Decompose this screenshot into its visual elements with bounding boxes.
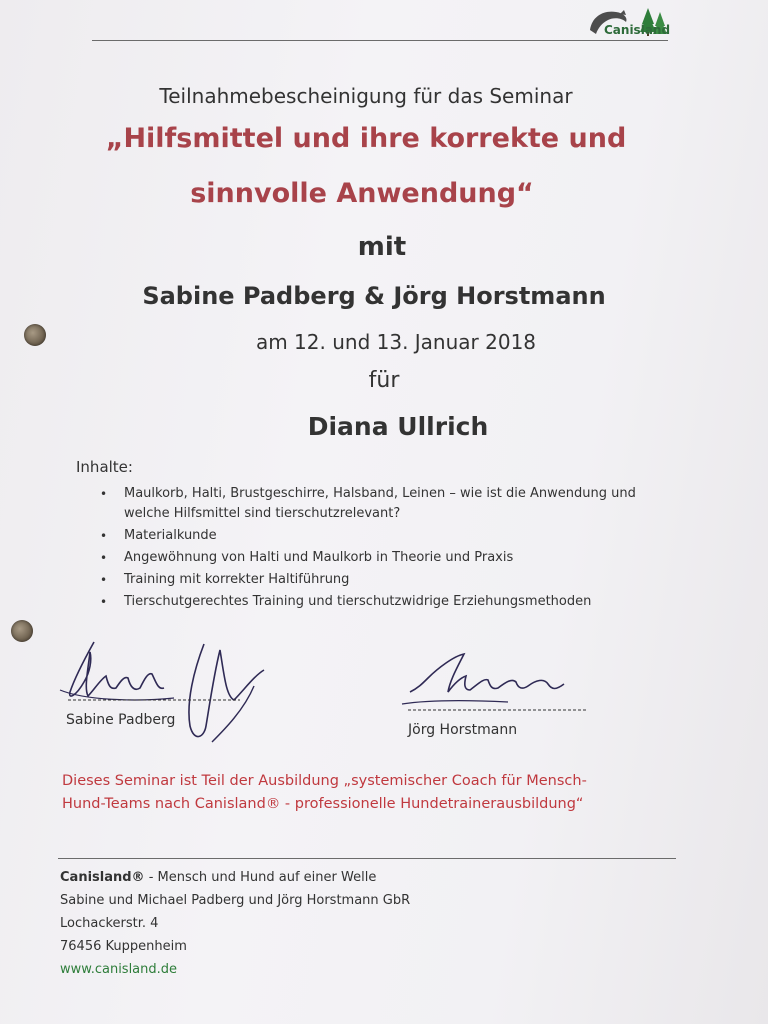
- footer-address: [60, 866, 410, 981]
- with-label: mit: [357, 232, 407, 262]
- footer-divider: [58, 858, 676, 859]
- signature-right: [398, 648, 598, 718]
- footer-street: Lochackerstr. 4: [60, 916, 159, 931]
- list-item: • Maulkorb, Halti, Brustgeschirre, Halsband, Leinen – wie ist die Anwendung und welche Hilfsmittel sind tierschutzrelevant?: [98, 484, 658, 524]
- footer-company: Sabine und Michael Padberg und Jörg Horstmann GbR: [60, 893, 411, 908]
- contents-heading: Inhalte:: [76, 458, 133, 476]
- list-item: • Materialkunde: [98, 526, 658, 546]
- program-note-line1: Dieses Seminar ist Teil der Ausbildung „systemischer Coach für Mensch-: [62, 773, 587, 789]
- signature-left: [54, 630, 304, 750]
- list-item: • Tierschutgerechtes Training und tierschutzwidrige Erziehungsmethoden: [98, 592, 658, 612]
- footer-city: 76456 Kuppenheim: [60, 939, 187, 954]
- punch-hole-bottom: [11, 620, 33, 642]
- certificate-subtitle: Teilnahmebescheinigung für das Seminar: [159, 84, 573, 108]
- signatory-right: Jörg Horstmann: [408, 722, 518, 738]
- top-divider: [92, 40, 668, 41]
- list-item: • Training mit korrekter Haltiführung: [98, 570, 658, 590]
- contents-list: [98, 484, 658, 614]
- for-label: für: [368, 368, 400, 393]
- seminar-date: am 12. und 13. Januar 2018: [255, 330, 537, 354]
- program-note: [62, 770, 662, 816]
- instructor-names: Sabine Padberg & Jörg Horstmann: [142, 282, 606, 310]
- signatory-left: Sabine Padberg: [66, 712, 176, 728]
- footer-brand-line: [60, 866, 410, 889]
- program-note-line2: Hund-Teams nach Canisland® - professionelle Hundetrainerausbildung“: [62, 796, 584, 812]
- footer-brand: Canisland®: [60, 870, 145, 885]
- seminar-title-line2: sinnvolle Anwendung“: [190, 178, 534, 209]
- recipient-name: Diana Ullrich: [307, 412, 489, 441]
- footer-website-link[interactable]: www.canisland.de: [60, 962, 178, 977]
- footer-tagline: - Mensch und Hund auf einer Welle: [144, 870, 377, 885]
- seminar-title-line1: „Hilfsmittel und ihre korrekte und: [105, 123, 627, 154]
- list-item: • Angewöhnung von Halti und Maulkorb in Theorie und Praxis: [98, 548, 658, 568]
- logo-wordmark: Canisland: [604, 23, 671, 37]
